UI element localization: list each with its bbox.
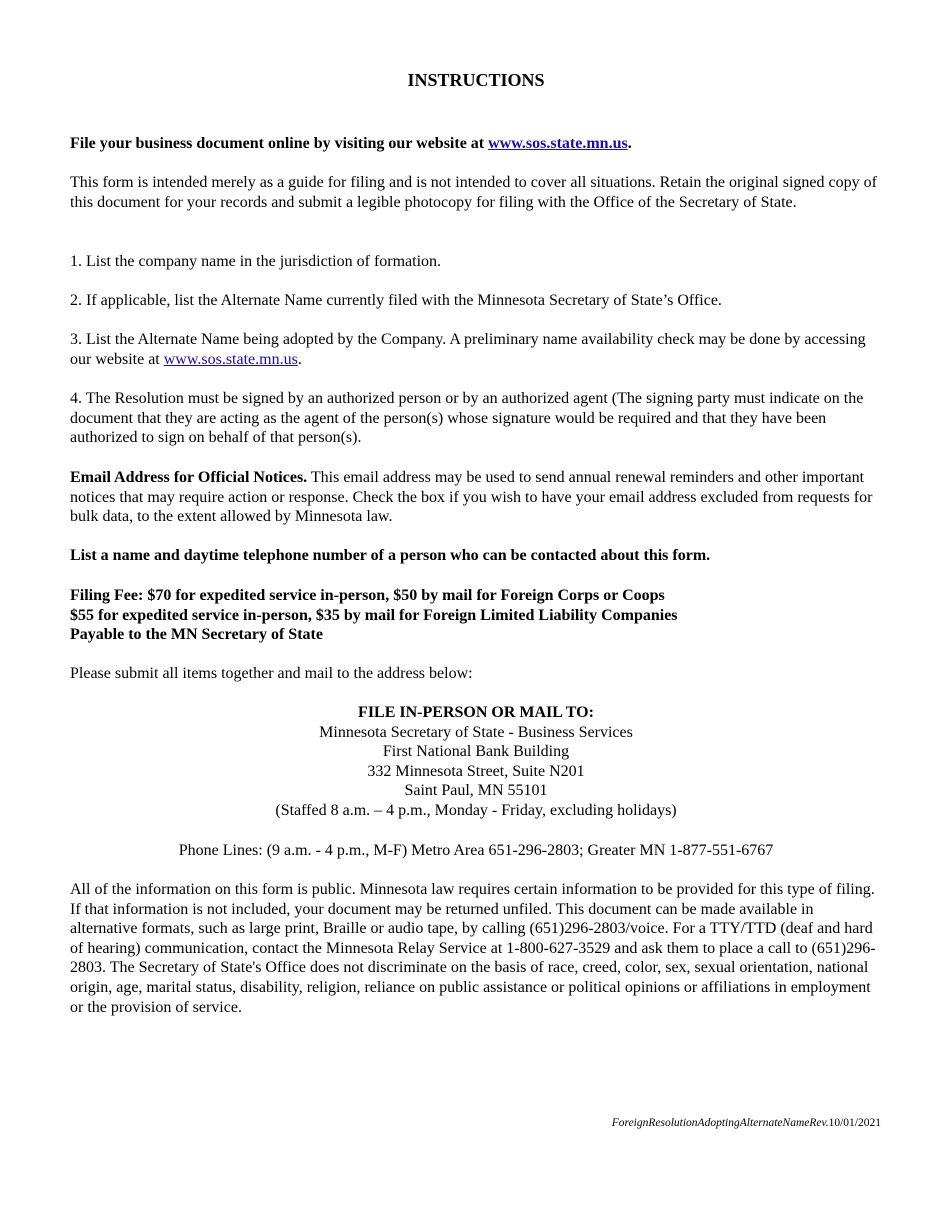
filing-fee-line-3: Payable to the MN Secretary of State	[70, 626, 323, 644]
revision-date: 10/01/2021	[828, 1117, 881, 1129]
instruction-item-1: 1. List the company name in the jurisdiction of formation.	[70, 253, 442, 270]
form-revision-footer	[612, 1117, 881, 1129]
email-text: This email address may be used to send annual renewal reminders and other important notices that may require action or response. Check the box if you wish to have your email address excluded from requests for bulk data, to the extent allowed by Minnesota law.	[70, 469, 873, 526]
contact-paragraph: List a name and daytime telephone number of a person who can be contacted about this form.	[70, 547, 711, 564]
online-filing-text: File your business document online by visiting our website at	[70, 135, 489, 152]
submit-paragraph: Please submit all items together and mail to the address below:	[70, 665, 473, 682]
mailing-address-line-2: First National Bank Building	[382, 743, 570, 761]
instruction-item-3	[70, 330, 882, 369]
instruction-item-3-text: 3. List the Alternate Name being adopted by the Company. A preliminary name availability check may be done by accessing our website at	[70, 331, 866, 368]
form-name: ForeignResolutionAdoptingAlternateNameRev.	[611, 1117, 829, 1129]
email-heading: Email Address for Official Notices.	[70, 469, 308, 486]
mailing-address-block	[70, 703, 882, 821]
online-filing-paragraph	[70, 134, 882, 154]
page-title: INSTRUCTIONS	[407, 70, 545, 90]
filing-fee-line-1: Filing Fee: $70 for expedited service in-person, $50 by mail for Foreign Corps or Coops	[70, 587, 665, 604]
instruction-item-3-suffix: .	[297, 350, 302, 368]
instruction-item-4: 4. The Resolution must be signed by an authorized person or by an authorized agent (The signing party must indicate on the document that they are acting as the agent of the person(s) whose signature would be required and that they have been authorized to sign on behalf of that person(s).	[70, 390, 864, 447]
phone-lines: Phone Lines: (9 a.m. - 4 p.m., M-F) Metro Area 651-296-2803; Greater MN 1-877-551-6767	[178, 842, 774, 859]
intro-paragraph: This form is intended merely as a guide for filing and is not intended to cover all situations. Retain the original signed copy of this document for your records and submit a legible photocopy for filing with the Office of the Secretary of State.	[70, 174, 877, 211]
sos-website-link[interactable]: www.sos.state.mn.us	[488, 135, 628, 152]
public-information-paragraph: All of the information on this form is public. Minnesota law requires certain information to be provided for this type of filing. If that information is not included, your document may be returned unfiled. This document can be made available in alternative formats, such as large print, Braille or audio tape, by calling (651)296-2803/voice. For a TTY/TTD (deaf and hard of hearing) communication, contact the Minnesota Relay Service at 1-800-627-3529 and ask them to place a call to (651)296-2803. The Secretary of State's Office does not discriminate on the basis of race, creed, color, sex, sexual orientation, national origin, age, marital status, disability, religion, reliance on public assistance or political opinions or affiliations in employment or the provision of service.	[70, 881, 876, 1016]
instruction-item-2: 2. If applicable, list the Alternate Name currently filed with the Minnesota Secretary of State’s Office.	[70, 292, 722, 309]
online-filing-suffix: .	[627, 135, 632, 152]
mailing-address-heading: FILE IN-PERSON OR MAIL TO:	[358, 704, 594, 721]
mailing-address-line-5: (Staffed 8 a.m. – 4 p.m., Monday - Friday, excluding holidays)	[275, 801, 677, 819]
mailing-address-line-1: Minnesota Secretary of State - Business Services	[319, 723, 633, 741]
mailing-address-line-4: Saint Paul, MN 55101	[404, 782, 548, 800]
mailing-address-line-3: 332 Minnesota Street, Suite N201	[367, 762, 585, 780]
filing-fee-block	[70, 586, 882, 645]
filing-fee-line-2: $55 for expedited service in-person, $35 by mail for Foreign Limited Liability Companies	[70, 606, 678, 624]
sos-website-link-2[interactable]: www.sos.state.mn.us	[163, 350, 298, 368]
email-paragraph	[70, 468, 882, 527]
